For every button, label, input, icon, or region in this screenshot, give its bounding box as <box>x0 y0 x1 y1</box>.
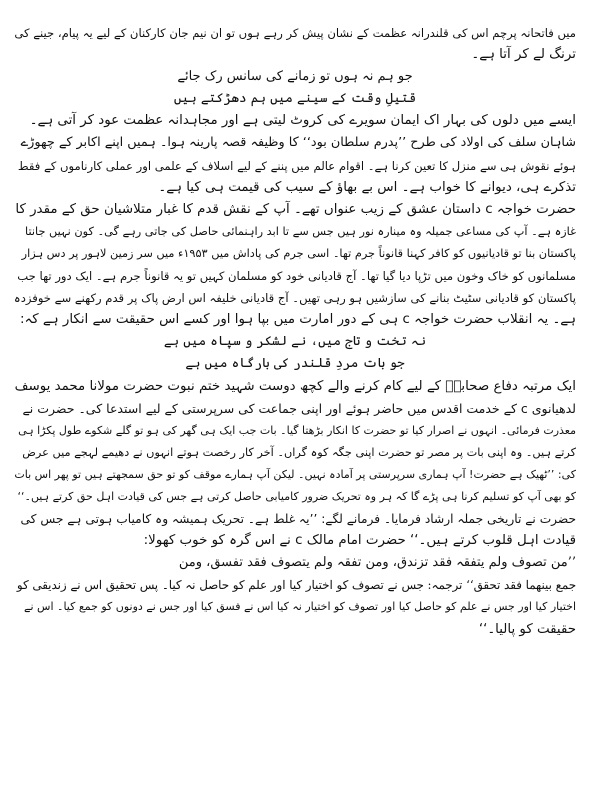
verse-line: قتیلِ وقت کے سینے میں ہم دھڑکتے ہیں <box>173 91 417 107</box>
arabic-quote-line: جمع بینھما فقد تحقق‘‘ ترجمہ: جس نے تصوف کو اختیار کیا اور علم کو حاصل نہ کیا۔ پس تحقیق اس نے زندیقی کو <box>16 578 576 593</box>
text-line: معذرت فرمائی۔ انہوں نے اصرار کیا تو حضرت کا انکار بڑھتا گیا۔ بات جب ایک ہی گھر کی ہو تو گلے شکوے طول پکڑا ہی <box>18 423 576 437</box>
text-line: پاکستان بنا تو قادیانیوں کو کافر کہنا قانوناً جرم تھا۔ اسی جرم کی پاداش میں ۱۹۵۳ء میں سر زمین لاہور پر دس ہزار <box>21 246 576 260</box>
text-line: ہوئے نقوش ہی سے منزل کا تعین کرنا ہے۔ اقوام عالم میں پننے کے لیے اسلاف کے علمی اور عملی کارناموں کے فقط <box>17 158 576 173</box>
text-line: کرتے ہیں۔ وہ اپنی بات پر مصر تو حضرت اپنی جگہ کوہ گراں۔ آخر کار رخصت ہوتے انہوں نے دھیمے لہجے میں عرض <box>22 445 576 459</box>
text-line: اختیار کیا اور جس نے علم کو حاصل کیا اور تصوف کو اختیار نہ کیا اس نے فسق کیا اور جس نے دونوں کو جمع کیا۔ اس نے <box>24 600 576 614</box>
verse-line: نہ تخت و تاج میں، نے لشکر و سپاہ میں ہے <box>163 334 427 350</box>
text-line: ایسے میں دلوں کی بہار اک ایمان سویرے کی کروٹ لیتی ہے اور مجاہدانہ عظمت عود کر آتی ہے۔ <box>29 113 576 129</box>
text-line: غازہ ہے۔ آپ کی مساعی جمیلہ وہ مینارہ نور ہیں جس سے تا ابد راہنمائی حاصل کی جاتی رہے گی۔ کون نہیں جانتا <box>25 224 576 238</box>
text-line: حقیقت کو پالیا۔‘‘ <box>478 621 576 637</box>
text-line: مسلمانوں کو خاک وخون میں تڑپا دیا گیا تھا۔ آج قادیانی خود کو مسلمان کہیں تو یہ قانوناً جرم ہے۔ ایک دور تھا جب <box>17 269 576 284</box>
text-line: ترنگ لے کر آتا ہے۔ <box>471 47 576 63</box>
text-line: کو بھی آپ کو تسلیم کرنا ہی پڑے گا کہ ہر وہ تحریک ضرور کامیابی حاصل کرتی ہے جس کی قیادت اہل حق کرتے ہیں۔‘‘ <box>17 489 576 503</box>
text-line: لدھیانوی c کے خدمت اقدس میں حاضر ہوئے اور اپنی جماعت کی سرپرستی کے لیے استدعا کی۔ حضرت نے <box>22 400 576 416</box>
text-line: ہے۔ یہ انقلاب حضرت خواجہ c ہی کے دور امارت میں بپا ہوا اور کسے اس حقیقت سے انکار ہے کہ: <box>19 312 576 328</box>
text-line: پاکستان کو قادیانی سٹیٹ بنانے کی سازشیں ہو رہی تھیں۔ آج قادیانی خلیفہ اس ارض پاک پر قدم رکھنے سے خوفزدہ <box>14 291 576 306</box>
text-line: میں فاتحانہ پرچم اس کی قلندرانہ عظمت کے نشان پیش کر رہے ہوں تو ان نیم جان کارکنان کے لیے یہ پیام، جینے کی <box>14 26 576 40</box>
text-line: قیادت اہل قلوب کرتے ہیں۔‘‘ حضرت امام مالک c نے اس گرہ کو خوب کھولا: <box>143 533 576 549</box>
verse-line: جو ہم نہ ہوں تو زمانے کی سانس رک جائے <box>177 69 413 85</box>
text-line: تذکرے ہی، دیوانے کا خواب ہے۔ اس بے بھاؤ کے سیب کی قیمت ہی کیا ہے۔ <box>158 179 576 195</box>
text-line: حضرت نے تاریخی جملہ ارشاد فرمایا۔ فرمانے لگے: ’’یہ غلط ہے۔ تحریک ہمیشہ وہ کامیاب ہوتی ہے جس کی <box>20 512 576 527</box>
text-line: حضرت خواجہ c داستان عشق کے زیب عنواں تھے۔ آپ کے نقش قدم کا غبار متلاشیان حق کے مقدر کا <box>15 201 576 217</box>
verse-line: جو بات مردِ قلندر کی بارگاہ میں ہے <box>185 356 405 372</box>
arabic-quote-line: ’’من تصوف ولم یتفقہ فقد تزندق، ومن تفقہ ولم یتصوف فقد تفسق، ومن <box>178 555 576 571</box>
text-line: کی: ’’ٹھیک ہے حضرت! آپ ہماری سرپرستی پر آمادہ نہیں۔ لیکن آپ ہمارے موقف کو تو حق سمجھتے ہیں تو پھر اس بات <box>14 467 576 481</box>
text-line: ایک مرتبہ دفاع صحابہؓ کے لیے کام کرنے والے کچھ دوست شہید ختم نبوت حضرت مولانا محمد یوسف <box>14 378 576 394</box>
text-line: شاہان سلف کی اولاد کی طرح ’’پدرم سلطان بود‘‘ کا وظیفہ قصہ پارینہ ہوا۔ ہمیں اپنے اکابر کے چھوڑے <box>20 135 576 151</box>
